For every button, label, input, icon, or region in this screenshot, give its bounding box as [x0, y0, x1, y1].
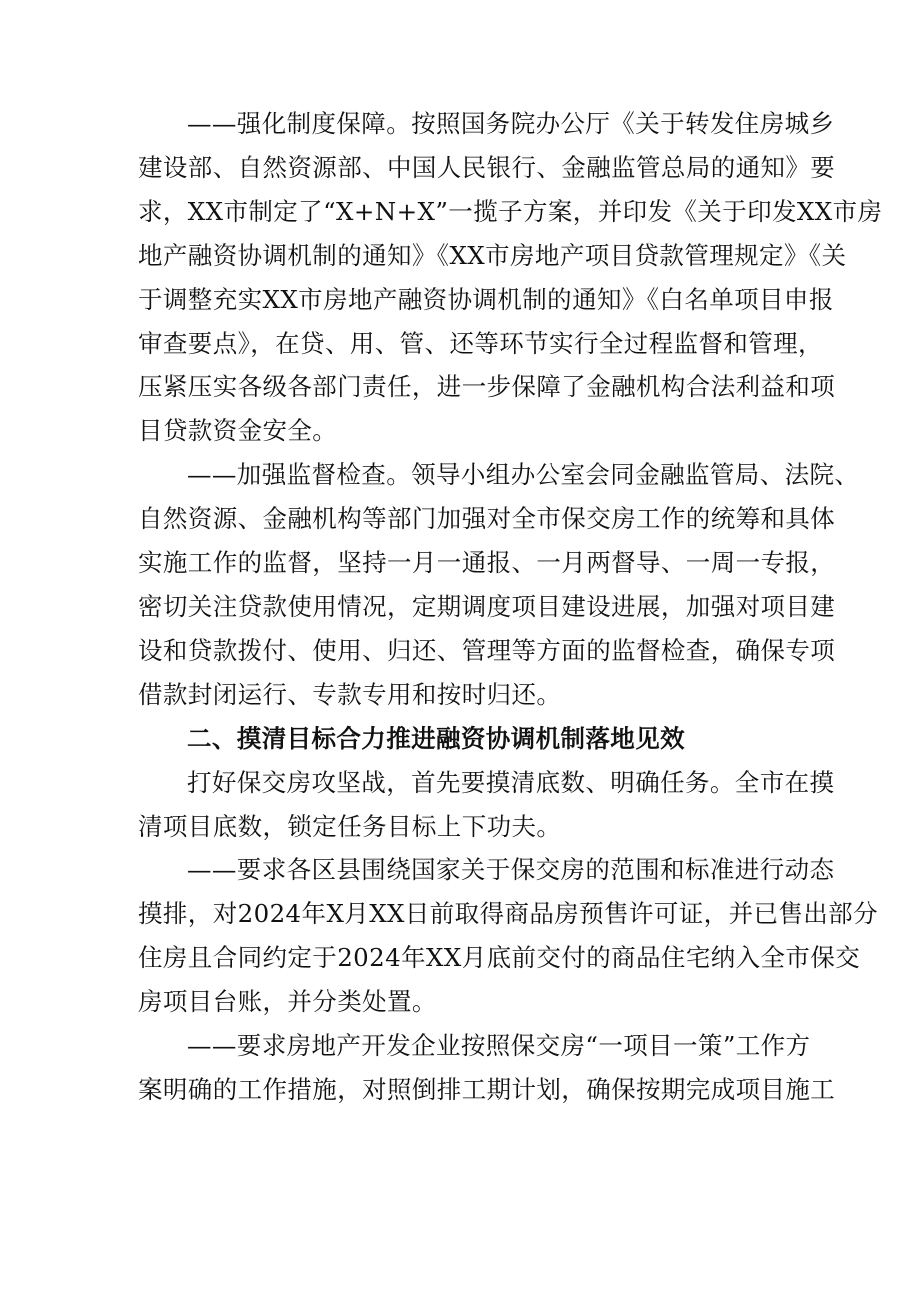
- text-line: 房项目台账，并分类处置。: [138, 987, 437, 1017]
- paragraph-intro: [138, 761, 835, 849]
- text-line: 清项目底数，锁定任务目标上下功夫。: [138, 811, 562, 841]
- text-line: 地产融资协调机制的通知》《XX市房地产项目贷款管理规定》《关: [138, 240, 847, 270]
- text-line: ——强化制度保障。按照国务院办公厅《关于转发住房城乡: [187, 109, 835, 138]
- text-line: 借款封闭运行、专款专用和按时归还。: [138, 679, 562, 709]
- text-line: 住房且合同约定于2024年XX月底前交付的商品住宅纳入全市保交: [138, 943, 861, 973]
- text-line: ——要求各区县围绕国家关于保交房的范围和标准进行动态: [187, 855, 835, 885]
- text-line: 于调整充实XX市房地产融资协调机制的通知》《白名单项目申报: [138, 284, 834, 314]
- text-line: 实施工作的监督，坚持一月一通报、一月两督导、一周一专报，: [138, 548, 836, 578]
- text-line: 目贷款资金安全。: [138, 416, 338, 446]
- paragraph-system-guarantee: [138, 102, 883, 453]
- text-line: 审查要点》，在贷、用、管、还等环节实行全过程监督和管理，: [138, 328, 823, 358]
- text-line: 压紧压实各级各部门责任，进一步保障了金融机构合法利益和项: [138, 372, 836, 402]
- text-line: 打好保交房攻坚战，首先要摸清底数、明确任务。全市在摸: [187, 767, 835, 797]
- paragraph-developer-plan: [138, 1024, 836, 1112]
- text-line: 密切关注贷款使用情况，定期调度项目建设进展，加强对项目建: [138, 591, 836, 621]
- text-line: ——要求房地产开发企业按照保交房“一项目一策”工作方: [187, 1031, 811, 1061]
- text-line: 求，XX市制定了“X+N+X”一揽子方案，并印发《关于印发XX市房: [138, 196, 883, 226]
- text-line: ——加强监督检查。领导小组办公室会同金融监管局、法院、: [187, 460, 860, 490]
- heading-text: 二、摸清目标合力推进融资协调机制落地见效: [187, 723, 685, 753]
- text-line: 自然资源、金融机构等部门加强对全市保交房工作的统筹和具体: [138, 504, 836, 534]
- paragraph-supervision: [138, 453, 860, 716]
- text-line: 建设部、自然资源部、中国人民银行、金融监管总局的通知》要: [138, 152, 836, 182]
- section-heading: [138, 717, 792, 761]
- text-line: 设和贷款拨付、使用、归还、管理等方面的监督检查，确保专项: [138, 635, 836, 665]
- text-line: 案明确的工作措施，对照倒排工期计划，确保按期完成项目施工: [138, 1074, 836, 1104]
- text-line: 摸排，对2024年X月XX日前取得商品房预售许可证，并已售出部分: [138, 899, 878, 929]
- paragraph-district-survey: [138, 848, 878, 1024]
